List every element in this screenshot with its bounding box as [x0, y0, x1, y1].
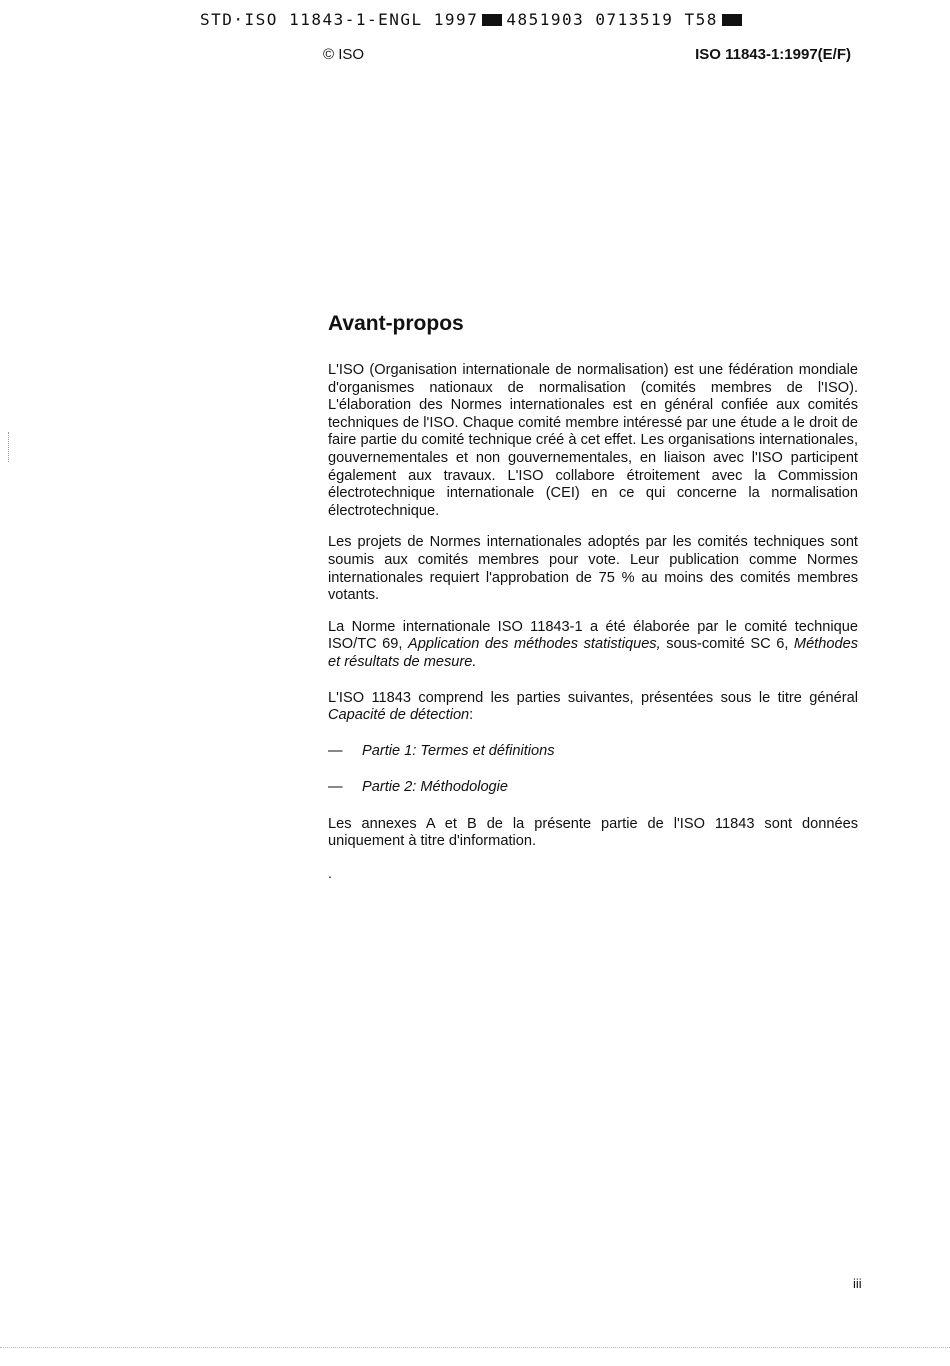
paragraph-4-italic: Capacité de détection [328, 707, 470, 724]
section-title: Avant-propos [328, 312, 464, 335]
paragraph-3-italic-subtitle: Méthodes et résultats de mesure. [328, 636, 858, 670]
stamp-block-mark [482, 14, 502, 26]
paragraph-2: Les projets de Normes internationales adoptés par les comités techniques sont soumis aux comités membres pour vote. Leur publication comme Normes internationales requiert l'approbation de 75 % au moins des comités membres votants. [328, 534, 858, 604]
paragraph-5: Les annexes A et B de la présente partie de l'ISO 11843 sont données uniquement à titre d'information. [328, 815, 858, 850]
paragraph-3-text: La Norme internationale ISO 11843-1 a été élaborée par le comité technique ISO/TC 69, [328, 618, 858, 653]
paragraph-3 [328, 619, 858, 672]
list-item-text: Partie 2: Méthodologie [362, 779, 509, 796]
stamp-block-mark [722, 14, 742, 26]
paragraph-1: L'ISO (Organisation internationale de normalisation) est une fédération mondiale d'organismes nationaux de normalisation (comités membres de l'ISO). L'élaboration des Normes internationales est en général confiée aux comités techniques de l'ISO. Chaque comité membre intéressé par une étude a le droit de faire partie du comité technique créé à cet effet. Les organisations internationales, gouvernementales et non gouvernementales, en liaison avec l'ISO participent également aux travaux. L'ISO collabore étroitement avec la Commission électrotechnique internationale (CEI) en ce qui concerne la normalisation électrotechnique. [328, 362, 858, 519]
list-item [328, 743, 858, 761]
document-stamp [200, 10, 840, 29]
page-number: iii [853, 1276, 862, 1291]
paragraph-4-text: L'ISO 11843 comprend les parties suivantes, présentées sous le titre général [328, 689, 858, 706]
list-item-text: Partie 1: Termes et définitions [362, 742, 555, 759]
margin-mark [8, 432, 10, 462]
paragraph-3-italic-title: Application des méthodes statistiques, [408, 636, 661, 653]
scan-artifact-line [0, 1347, 950, 1349]
list-dash: — [328, 779, 343, 796]
header-standard-id: ISO 11843-1:1997(E/F) [695, 46, 851, 63]
stamp-text-2: 4851903 0713519 T58 [506, 10, 718, 29]
paragraph-3-text: sous-comité SC 6, [660, 636, 794, 653]
stray-dot: . [328, 865, 332, 882]
foreword-section [328, 312, 858, 881]
list-item [328, 779, 858, 797]
stamp-text-1: STD·ISO 11843-1-ENGL 1997 [200, 10, 479, 29]
list-dash: — [328, 742, 343, 759]
header-copyright: © ISO [323, 46, 365, 63]
paragraph-4-colon: : [469, 707, 474, 724]
paragraph-4 [328, 690, 858, 725]
